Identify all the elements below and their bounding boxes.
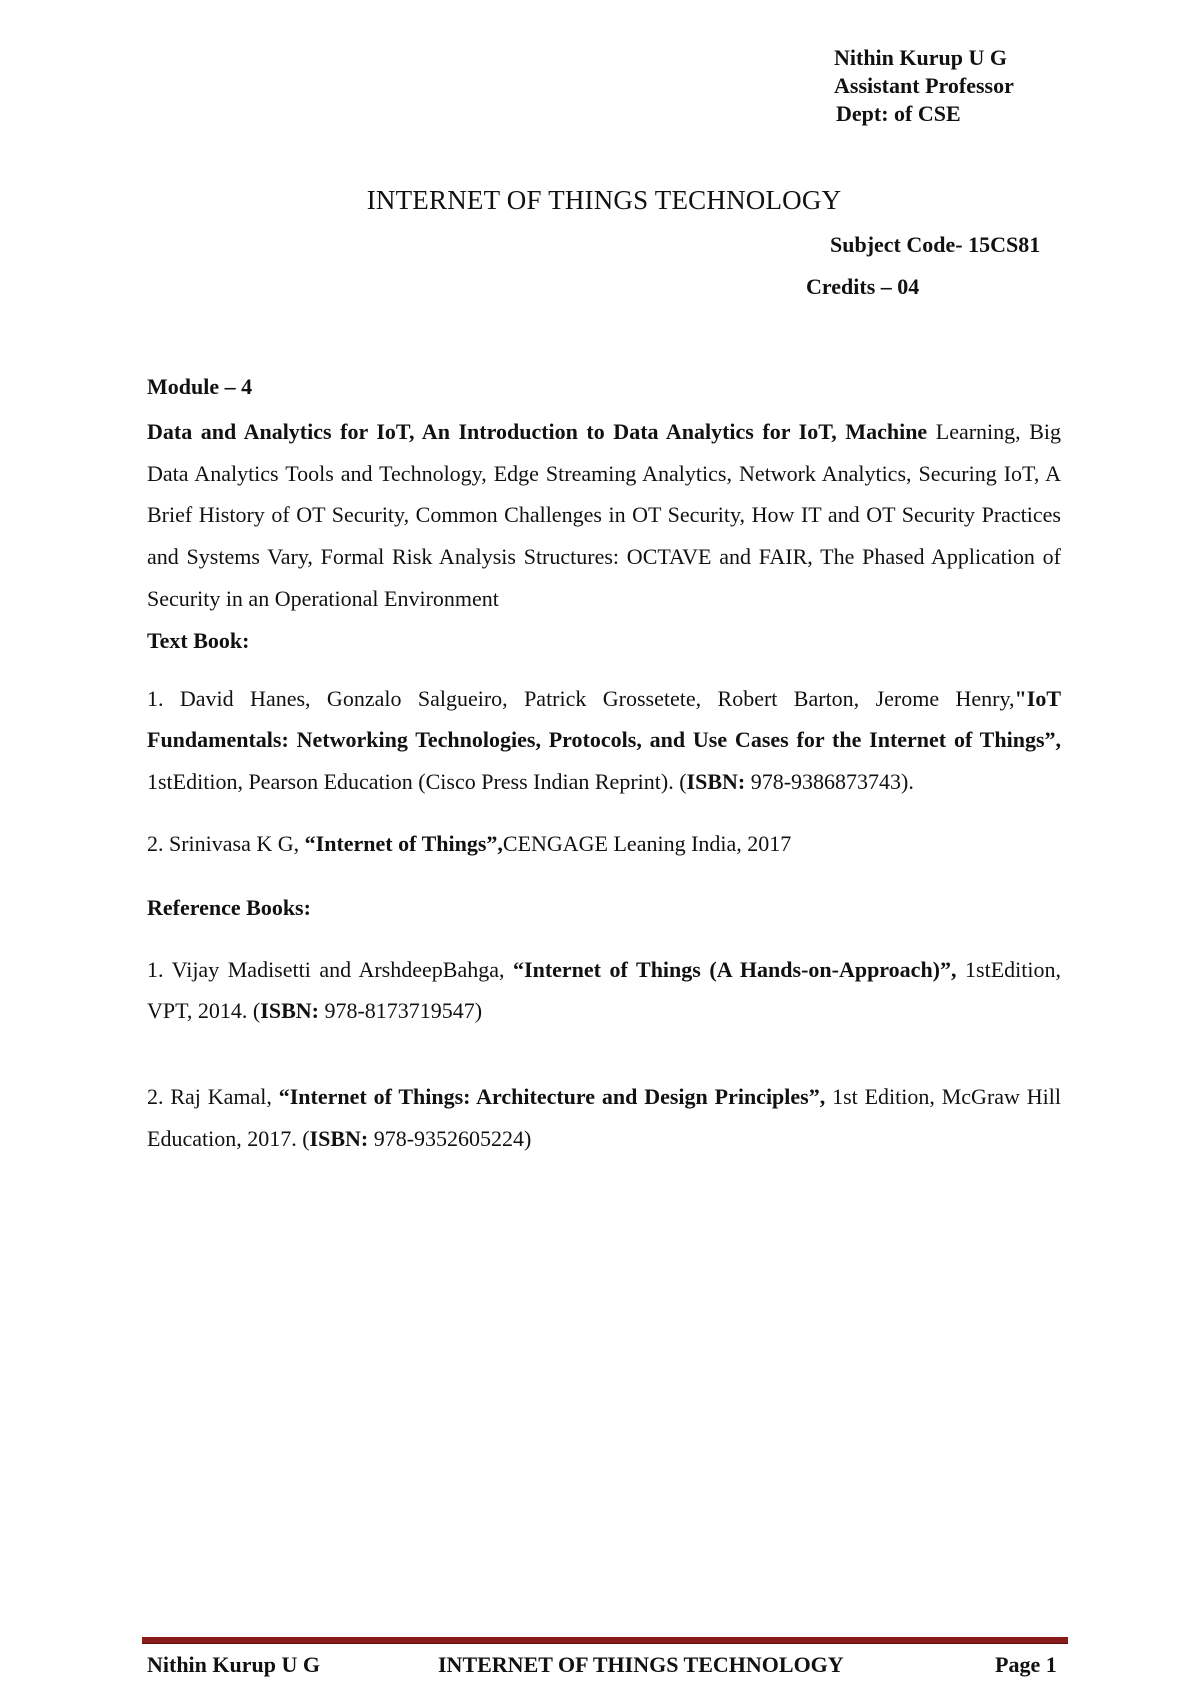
author-dept: Dept: of CSE: [836, 101, 961, 126]
page-number: Page 1: [995, 1652, 1057, 1677]
text-book-2-prefix: 2. Srinivasa K G,: [147, 830, 305, 856]
module-heading: Module – 4: [147, 374, 253, 399]
reference-2-isbn-label: ISBN:: [309, 1125, 369, 1151]
reference-2-prefix: 2. Raj Kamal,: [147, 1084, 279, 1110]
module-description: [147, 411, 1061, 620]
reference-item-1: [147, 949, 1061, 1033]
footer-author: Nithin Kurup U G: [147, 1652, 320, 1677]
text-book-1-isbn: 978-9386873743).: [745, 769, 914, 795]
page-title: [0, 183, 1200, 217]
spacer: [147, 929, 1061, 949]
reference-books-heading: Reference Books:: [147, 894, 311, 920]
text-book-1-prefix: 1. David Hanes, Gonzalo Salgueiro, Patrick Grossetete, Robert Barton, Jerome Henry,: [147, 685, 1015, 711]
author-role: Assistant Professor: [834, 73, 1014, 98]
text-book-1-title: "IoT Fundamentals: Networking Technologies, Protocols, and Use Cases for the Internet of Things”,: [147, 685, 1061, 753]
credits: Credits – 04: [806, 274, 920, 299]
footer-divider: [142, 1637, 1068, 1644]
reference-item-2: [147, 1076, 1061, 1160]
author-name: Nithin Kurup U G: [834, 45, 1007, 70]
text-book-1-isbn-label: ISBN:: [686, 769, 746, 795]
reference-1-isbn: 978-8173719547): [318, 998, 483, 1024]
text-book-2-details: CENGAGE Leaning India, 2017: [502, 830, 792, 856]
reference-1-title: “Internet of Things (A Hands-on-Approach)”,: [513, 956, 957, 982]
spacer: [147, 1032, 1061, 1076]
footer-title: INTERNET OF THINGS TECHNOLOGY: [438, 1652, 844, 1677]
reference-1-prefix: 1. Vijay Madisetti and ArshdeepBahga,: [147, 956, 514, 982]
spacer: [147, 865, 1061, 887]
subject-code: Subject Code- 15CS81: [830, 232, 1041, 257]
author-block: [834, 44, 1014, 128]
text-book-1-details: 1stEdition, Pearson Education (Cisco Press Indian Reprint). (: [147, 769, 687, 795]
text-book-item-1: [147, 678, 1061, 803]
reference-2-isbn: 978-9352605224): [368, 1125, 532, 1151]
reference-2-title: “Internet of Things: Architecture and Design Principles”,: [278, 1084, 826, 1110]
reference-1-isbn-label: ISBN:: [260, 998, 319, 1024]
reference-2-details: 1st Edition, McGraw Hill Education, 2017. (: [147, 1084, 1061, 1151]
page-title-text: INTERNET OF THINGS TECHNOLOGY: [366, 185, 842, 215]
spacer: [147, 803, 1061, 823]
syllabus-content: [147, 366, 1061, 1160]
text-book-heading: Text Book:: [147, 627, 250, 653]
text-book-2-title: “Internet of Things”,: [304, 830, 503, 856]
reference-1-details: 1stEdition, VPT, 2014. (: [147, 956, 1062, 1024]
module-lead-text: Data and Analytics for IoT, An Introduction to Data Analytics for IoT, Machine: [147, 418, 928, 444]
text-book-item-2: [147, 823, 1061, 865]
module-body-text: Learning, Big Data Analytics Tools and Technology, Edge Streaming Analytics, Network Analytics, Securing IoT, A Brief History of OT Security, Common Challenges in OT Security, How IT and OT Security Practices and Systems Vary, Formal Risk Analysis Structures: OCTAVE and FAIR, The Phased Application of Security in an Operational Environment: [147, 418, 1062, 611]
